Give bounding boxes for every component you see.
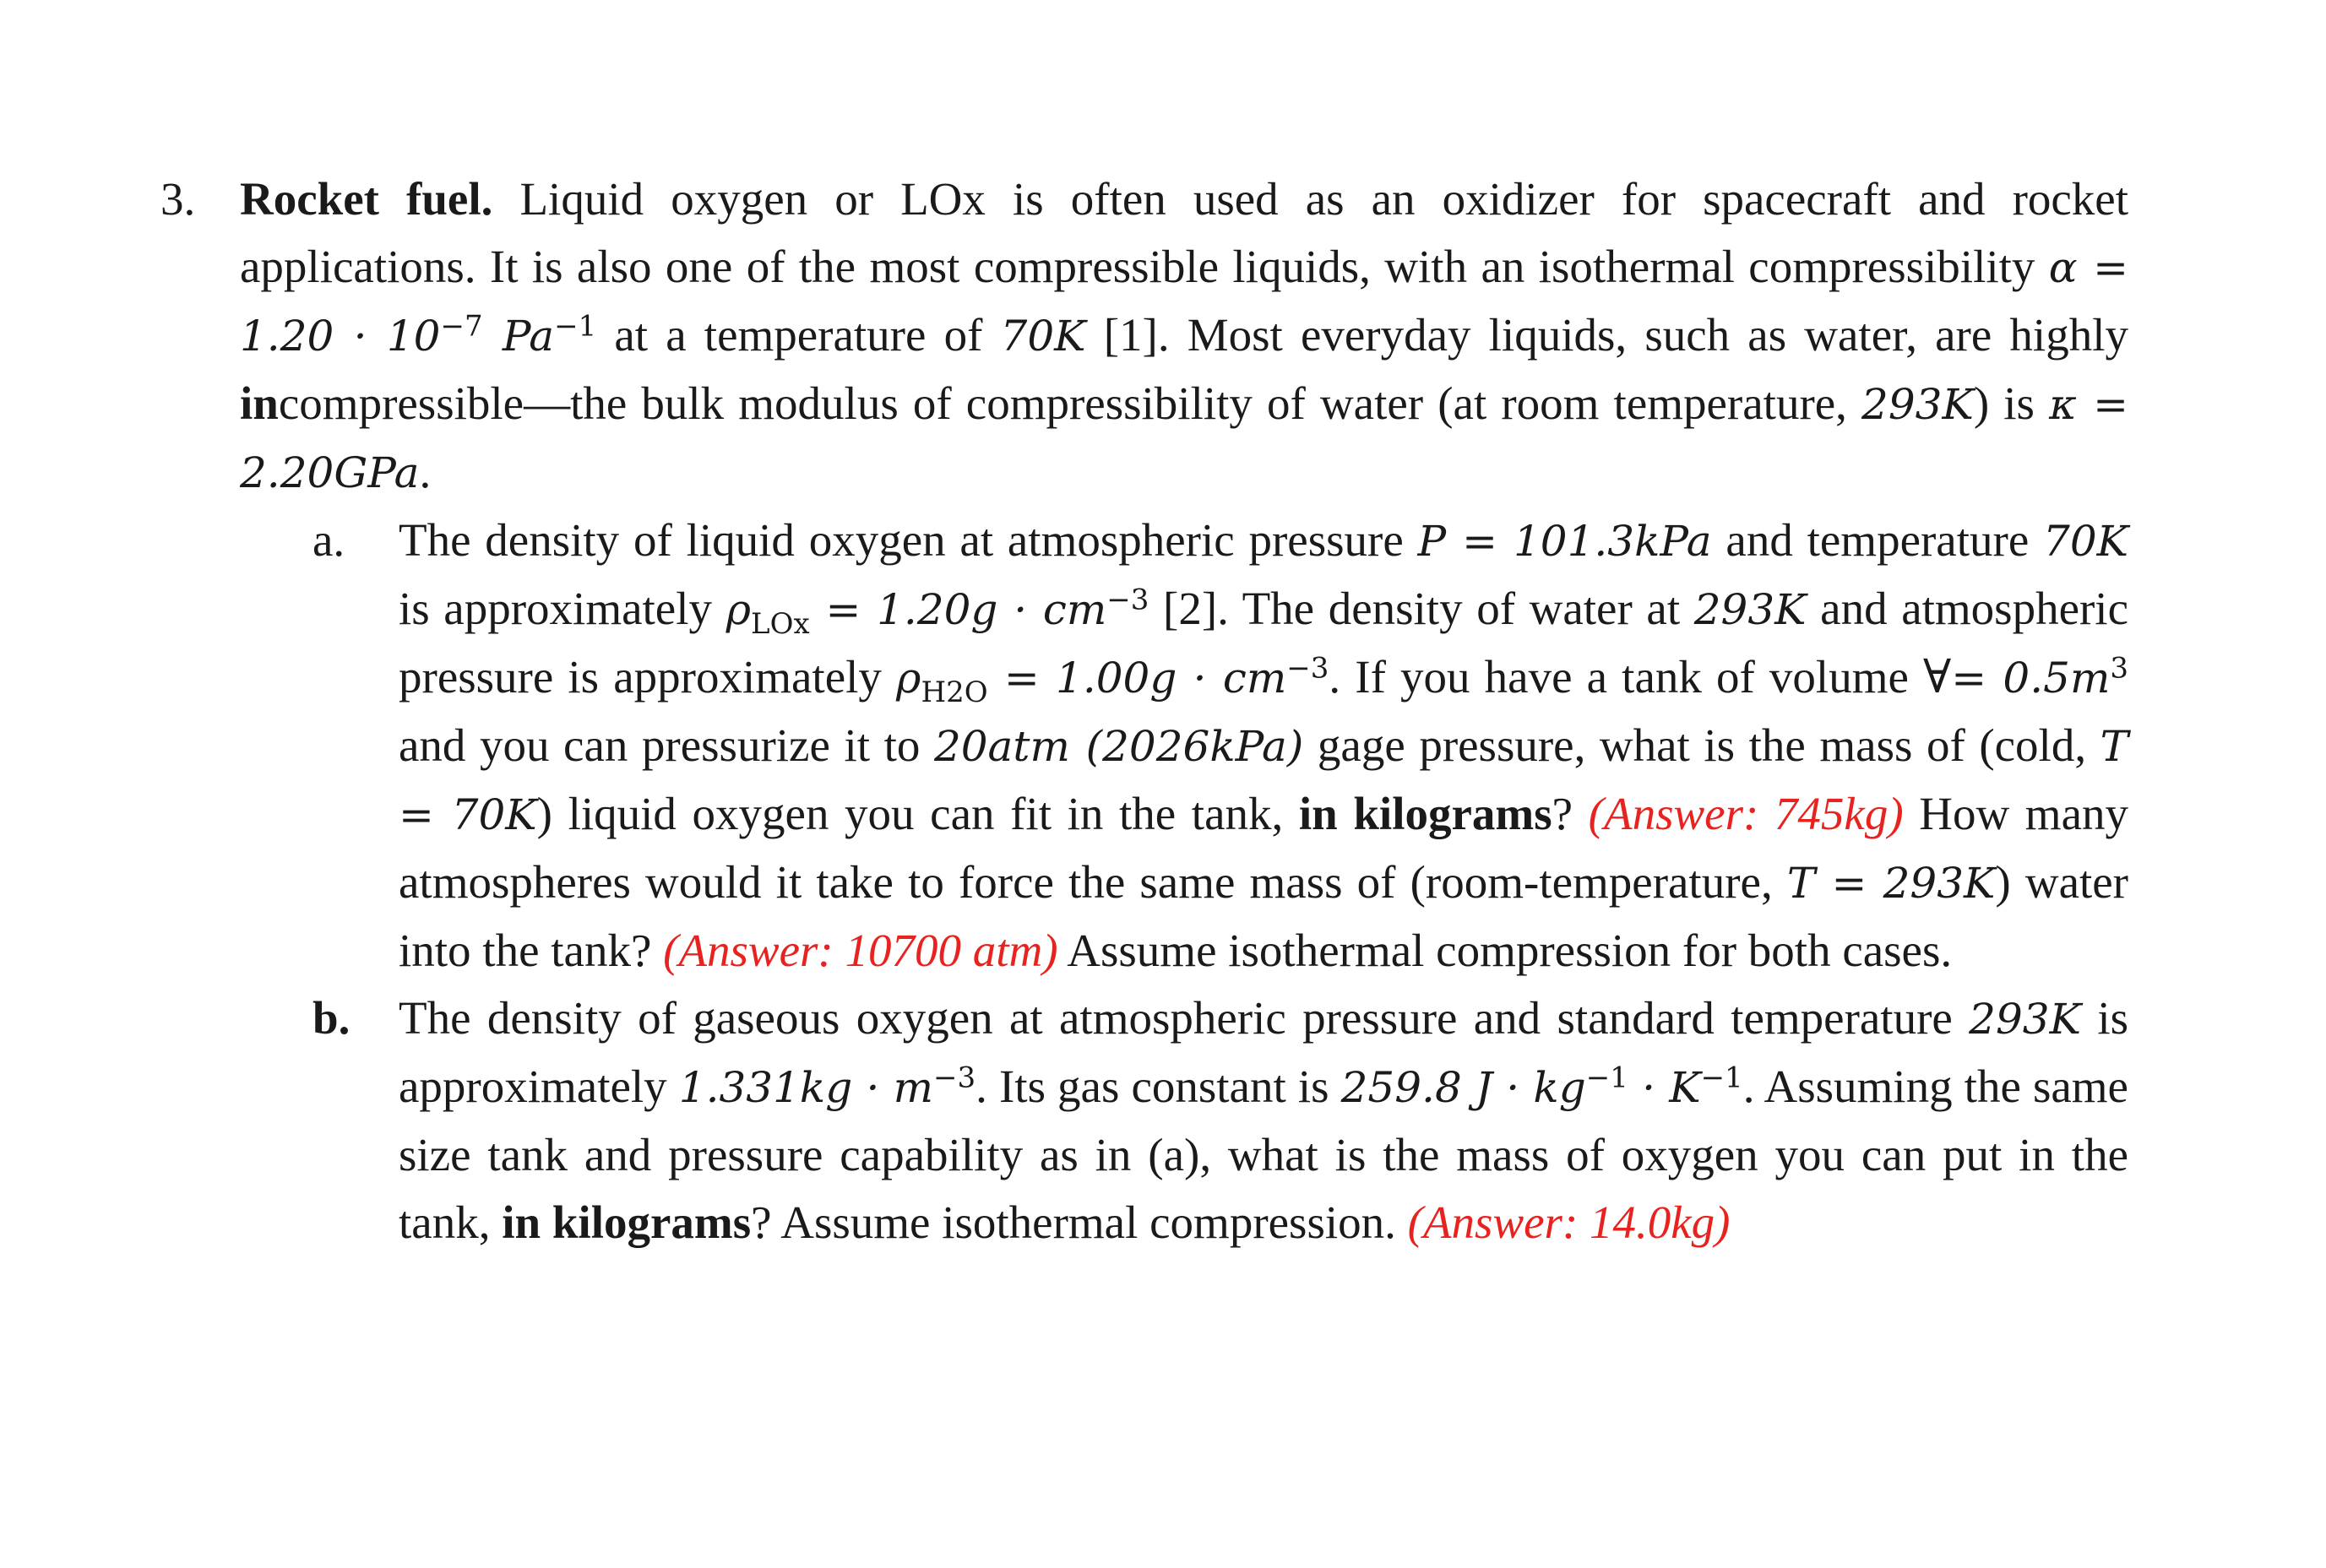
part-a-label: a. xyxy=(312,514,345,566)
gas-constant-expression xyxy=(1341,1063,1743,1112)
problem-intro xyxy=(240,165,2128,507)
gas-density-value: 1.331kg · m xyxy=(678,1063,933,1112)
answer-10700atm: (Answer: 10700 atm) xyxy=(663,925,1058,976)
rho-h2o-exponent: −3 xyxy=(1286,651,1329,686)
part-a-text-1: The density of liquid oxygen at atmospheric pressure xyxy=(399,514,1418,566)
part-b-text-3: . Its gas constant is xyxy=(976,1061,1341,1112)
part-a-temp: 70K xyxy=(2043,517,2129,566)
rho-lox-exponent: −3 xyxy=(1106,583,1149,617)
temp-293k: 293K xyxy=(1861,380,1974,429)
part-a-text-6: . If you have a tank of volume xyxy=(1329,651,1924,703)
part-a-text-2: and temperature xyxy=(1711,514,2044,566)
rho-h2o-expression xyxy=(896,651,1329,709)
part-b-in-kilograms: in kilograms xyxy=(502,1196,752,1248)
part-a-text-3: is approximately xyxy=(399,583,726,634)
temp-room: T = 293K xyxy=(1786,859,1996,908)
gas-constant-exponent-1: −1 xyxy=(1585,1061,1628,1095)
intro-text-2: at a temperature of xyxy=(596,309,1001,361)
part-b-text-5: ? Assume isothermal compression. xyxy=(751,1196,1408,1248)
part-a-text-4: [2]. The density of water at xyxy=(1149,583,1694,634)
part-a xyxy=(240,507,2128,985)
rho-h2o-subscript: H2O xyxy=(921,675,988,709)
temp-70k: 70K xyxy=(1000,312,1086,361)
pressure-atm: 20atm xyxy=(933,722,1070,771)
incompressible-rest: compressible—the bulk modulus of compressibility of water (at room temperature, xyxy=(278,377,1862,429)
gas-constant-value: 259.8 J · kg xyxy=(1340,1063,1586,1112)
intro-text-1: Liquid oxygen or LOx is often used as an oxidizer for spacecraft and rocket applications. It is also one of the most compressible liquids, with an isothermal compressibility xyxy=(240,173,2128,292)
part-b-label: b. xyxy=(312,992,351,1044)
part-b-text-1: The density of gaseous oxygen at atmospheric pressure and standard temperature xyxy=(399,992,1970,1044)
part-a-text-8: gage pressure, what is the mass of (cold, xyxy=(1303,719,2100,771)
problem-3 xyxy=(160,165,2128,1256)
rho-lox-expression xyxy=(726,583,1149,641)
gas-constant-kelvin: · K xyxy=(1628,1063,1701,1112)
alpha-unit-exponent: −1 xyxy=(554,309,597,344)
part-b-temp: 293K xyxy=(1969,995,2081,1044)
part-a-text-7: and you can pressurize it to xyxy=(399,719,934,771)
rho-h2o-symbol: ρ xyxy=(896,654,921,703)
problem-number: 3. xyxy=(160,173,196,225)
gas-density-exponent: −3 xyxy=(933,1061,976,1095)
part-b-text-2: is approximately xyxy=(399,992,2128,1112)
part-a-text-10: ? xyxy=(1552,788,1589,839)
answer-14kg: (Answer: 14.0kg) xyxy=(1407,1196,1731,1248)
alpha-value: α = 1.20 · 10 xyxy=(240,243,2128,361)
water-temp: 293K xyxy=(1693,585,1807,634)
volume-symbol: ∀ xyxy=(1923,651,1952,703)
pressure-expression: P = 101.3kPa xyxy=(1417,517,1712,566)
alpha-exponent: −7 xyxy=(440,309,483,344)
incompressible-bold: in xyxy=(240,377,279,429)
part-a-text-11: How many atmospheres would it take to force the same mass of (room-temperature, xyxy=(399,788,2129,908)
volume-exponent: 3 xyxy=(2110,651,2128,686)
part-a-text-9: ) liquid oxygen you can fit in the tank, xyxy=(536,788,1299,839)
answer-745kg: (Answer: 745kg) xyxy=(1588,788,1904,839)
problem-parts xyxy=(240,507,2128,1256)
kappa-expression: κ = 2.20GPa xyxy=(240,380,2129,497)
volume-expression xyxy=(1951,651,2128,703)
part-a-text-5: and atmospheric pressure is approximately xyxy=(399,583,2128,703)
rho-h2o-value: = 1.00g · cm xyxy=(987,654,1287,703)
gas-density-expression xyxy=(679,1063,976,1112)
volume-value: = 0.5m xyxy=(1951,654,2111,703)
gas-constant-exponent-2: −1 xyxy=(1700,1061,1743,1095)
part-a-in-kilograms: in kilograms xyxy=(1298,788,1552,839)
intro-text-4: ) is xyxy=(1973,377,2050,429)
rho-lox-subscript: LOx xyxy=(751,607,810,641)
intro-end: . xyxy=(419,446,432,497)
part-b-text-4: . Assuming the same size tank and pressure capability as in (a), what is the mass of oxygen you can put in the tank, xyxy=(399,1061,2128,1248)
pressure-kpa: (2026kPa) xyxy=(1069,722,1304,771)
part-a-text-12: ) water into the tank? xyxy=(399,856,2128,976)
problem-title: Rocket fuel. xyxy=(240,173,493,225)
part-b xyxy=(240,985,2128,1256)
rho-lox-symbol: ρ xyxy=(726,585,752,634)
part-a-text-13: Assume isothermal compression for both cases. xyxy=(1057,925,1953,976)
intro-text-3: [1]. Most everyday liquids, such as water, are highly xyxy=(1085,309,2128,361)
temp-cold: T = 70K xyxy=(399,722,2129,839)
alpha-unit: Pa xyxy=(482,312,555,361)
rho-lox-value: = 1.20g · cm xyxy=(809,585,1107,634)
